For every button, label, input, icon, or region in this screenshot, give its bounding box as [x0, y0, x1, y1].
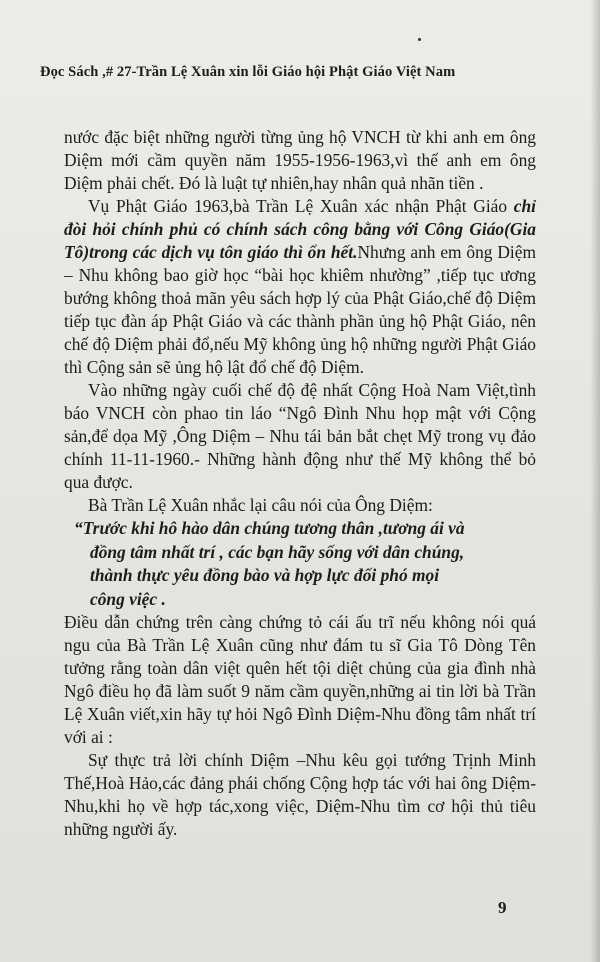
- quote-line: công việc .: [90, 588, 166, 609]
- paragraph-3: Vào những ngày cuối chế độ đệ nhất Cộng Hoà Nam Việt,tình báo VNCH còn phao tin láo “Ngô Đình Nhu họp mật với Cộng sản,để dọa Mỹ ,Ông Diệm – Nhu tái bản bắt chẹt Mỹ trong vụ đảo chính 11-11-1960.- Những hành động như thế Mỹ không thể bỏ qua được.: [64, 380, 536, 492]
- paragraph-6: Sự thực trả lời chính Diệm –Nhu kêu gọi tướng Trịnh Minh Thế,Hoà Hảo,các đảng phái chống Cộng hợp tác với hai ông Diệm-Nhu,khi họ về hợp tác,xong việc, Diệm-Nhu tìm cơ hội thủ tiêu những người ấy.: [64, 750, 536, 839]
- page-number: 9: [498, 898, 507, 917]
- running-header: Đọc Sách ,# 27-Trần Lệ Xuân xin lỗi Giáo hội Phật Giáo Việt Nam: [40, 64, 456, 80]
- paragraph-2-start: Vụ Phật Giáo 1963,bà Trần Lệ Xuân xác nhận Phật Giáo: [88, 196, 514, 216]
- page-edge-shadow: [590, 0, 600, 962]
- quote-line: đồng tâm nhất trí , các bạn hãy sống với dân chúng,: [90, 541, 465, 562]
- paragraph-4: Bà Trần Lệ Xuân nhắc lại câu nói của Ông Diệm:: [88, 495, 433, 515]
- diem-quote: [74, 517, 536, 611]
- paragraph-1: nước đặc biệt những người từng ủng hộ VNCH từ khi anh em ông Diệm mới cầm quyền năm 1955-1956-1963,vì thế anh em ông Diệm phải chết. Đó là luật tự nhiên,hay nhân quả nhãn tiền .: [64, 127, 536, 193]
- quote-line: thành thực yêu đồng bào và hợp lực đối phó mọi: [90, 565, 440, 585]
- body-text: [64, 126, 536, 841]
- quote-line: “Trước khi hô hào dân chúng tương thân ,tương ái và: [74, 518, 465, 538]
- paragraph-2-emphasis: chỉ đòi hỏi chính phủ có chính sách công bằng với Công Giáo(Gia Tô)trong các dịch vụ tôn giáo thì ổn hết.: [64, 196, 536, 262]
- paragraph-5: Điều dẫn chứng trên càng chứng tỏ cái ấu trĩ nếu không nói quá ngu của Bà Trần Lệ Xuân cũng như đám tu sĩ Gia Tô Dòng Tên tưởng rằng toàn dân việt quên hết tội diệt chủng của gia đình nhà Ngô điều họ đã làm suốt 9 năm cầm quyền,những ai tin lời bà Trần Lệ Xuân viết,xin hãy tự hỏi Ngô Đình Diệm-Nhu đồng tâm nhất trí với ai :: [64, 612, 536, 747]
- paragraph-2: [64, 195, 536, 379]
- ink-speck: [418, 38, 421, 41]
- paragraph-2-rest: Nhưng anh em ông Diệm – Nhu không bao giờ học “bài học khiêm nhường” ,tiếp tục ương bướng không thoả mãn yêu sách hợp lý của Phật Giáo,chế độ Diệm tiếp tục đàn áp Phật Giáo và các thành phần ủng hộ Phật Giáo, nên chế độ Diệm phải đổ,nếu Mỹ không ủng hộ những người Phật Giáo thì Cộng sản sẽ ủng hộ lật đổ chế độ Diệm.: [64, 242, 536, 377]
